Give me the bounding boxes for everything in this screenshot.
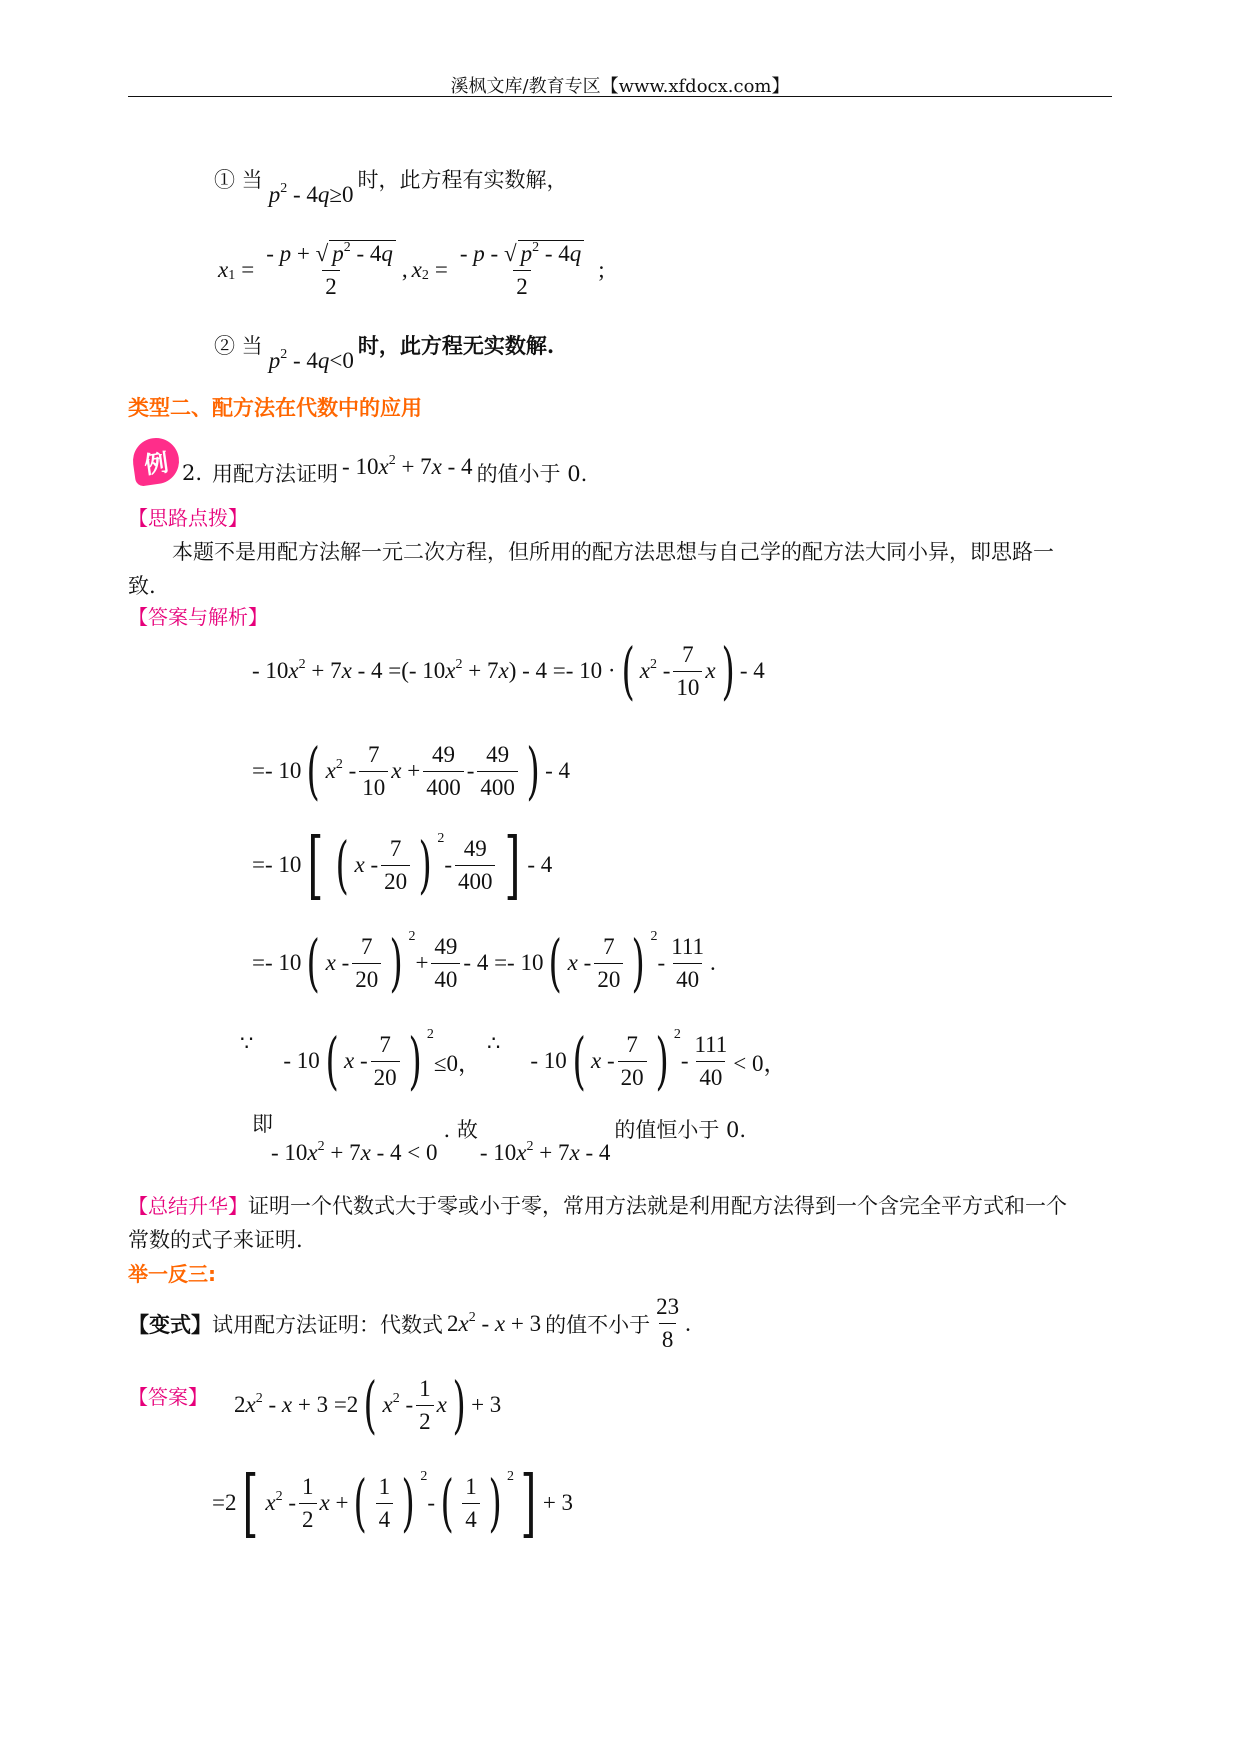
summary-line1 [128, 1190, 1067, 1220]
case2-prefix: ② 当 [214, 334, 263, 358]
case2-formula: p2 - 4q<0 [268, 347, 354, 373]
because-symbol: ∵ [240, 1031, 254, 1055]
case2-suffix: 时，此方程无实数解. [357, 333, 555, 358]
ji-label: 即 [252, 1112, 273, 1136]
answer-label: 【答案与解析】 [128, 605, 268, 629]
hint-label: 【思路点拨】 [128, 506, 248, 530]
derivation-line-1: - $10x^2 + 7x - 4$ =(- $10x^2 + 7x) - 4 =- 10$ · ( $x^2$ - $\frac{7}{10}$ x ) - 4 [252, 634, 765, 707]
conclusion-line: 即 - $10x^2 + 7x - 4 < 0$ . 故 - $10x^2 + 7x - 4$ 的值恒小于 0. [252, 1118, 746, 1148]
root2-fraction: $\frac{- p - √ p^2 - 4q}{2}$ [457, 240, 587, 300]
practice-answer-line-1: 【答案】 $2x^2 - x + 3 =2$ ( $x^2$ - $\frac{1}{2}$ x ) + 3 [128, 1368, 502, 1441]
variant-text: 试用配方法证明：代数式 [212, 1312, 443, 1337]
practice-title: 举一反三: [128, 1262, 216, 1286]
variant-after: 的值不小于 [545, 1312, 651, 1337]
case1-formula: p2 - 4q≥0 [268, 181, 354, 207]
summary-text-line2: 常数的式子来证明. [128, 1228, 303, 1252]
page-header: 溪枫文库/教育专区【www.xfdocx.com】 [450, 76, 790, 97]
case2-line [214, 330, 555, 373]
derivation-line-4: =- 10 ( x - $\frac{7}{20}$ ) 2 + $\frac{49}{40}$ - 4 =- 10 ( x - $\frac{7}{20}$ ) 2 - $\frac{111}{40}$ . [252, 926, 716, 999]
summary-text-line1: 证明一个代数式大于零或小于零，常用方法就是利用配方法得到一个含完全平方式和一个 [248, 1194, 1067, 1218]
case1-prefix: ① 当 [214, 168, 263, 192]
example-expression: - 10x2 + 7x - 4 [342, 453, 473, 479]
example-badge [130, 435, 182, 487]
variant-label: 【变式】 [128, 1311, 212, 1337]
derivation-line-2: =- 10 ( $x^2$ - $\frac{7}{10}$ x + $\frac{49}{400}$ - $\frac{49}{400}$ ) - 4 [252, 734, 570, 807]
therefore-symbol: ∴ [486, 1031, 501, 1055]
section-title: 类型二、配方法在代数中的应用 [128, 396, 422, 420]
practice-answer-label: 【答案】 [128, 1384, 208, 1409]
case1-line [214, 164, 568, 207]
example-number: 2. [182, 461, 203, 485]
roots-formula: x 1 = $\frac{- p + √ p^2 - 4q}{2}$ , x 2 = $\frac{- p - √ p^2 - 4q}{2}$ ; [218, 240, 605, 299]
practice-answer-line-2: =2 [ $x^2$ - $\frac{1}{2}$ x + ( $\frac{1}{4}$ ) 2 - ( $\frac{1}{4}$ ) 2 ] + 3 [212, 1460, 574, 1546]
example-text-before: 用配方法证明 [212, 462, 339, 486]
summary-label: 【总结升华】 [128, 1194, 248, 1218]
derivation-line-3: =- 10 [ ( x - $\frac{7}{20}$ ) 2 - $\frac{49}{400}$ ] - 4 [252, 822, 553, 908]
inequality-line: ∵ - 10 ( x - $\frac{7}{20}$ ) 2 ≤0， ∴ - 10 ( x - $\frac{7}{20}$ ) 2 - $\frac{111}{40}$ < 0， [240, 1024, 787, 1097]
variant-line: 【变式】 试用配方法证明：代数式 $2x^2 - x + 3$ 的值不小于 $\frac{23}{8}$ . [128, 1294, 691, 1352]
case1-suffix: 时，此方程有实数解， [357, 168, 568, 192]
gu-label: . 故 [443, 1118, 478, 1142]
root1-fraction: $\frac{- p + √ p^2 - 4q}{2}$ [263, 240, 399, 300]
example-badge-label: 例 [142, 448, 171, 480]
example-text-after: 的值小于 0. [476, 462, 588, 486]
hint-text-line2: 致. [128, 574, 156, 598]
example-line [182, 453, 588, 488]
hint-text-line1: 本题不是用配方法解一元二次方程，但所用的配方法思想与自己学的配方法大同小异，即思路一 [172, 540, 1054, 564]
conclusion-text: 的值恒小于 0. [614, 1118, 747, 1142]
header-divider [128, 96, 1112, 97]
